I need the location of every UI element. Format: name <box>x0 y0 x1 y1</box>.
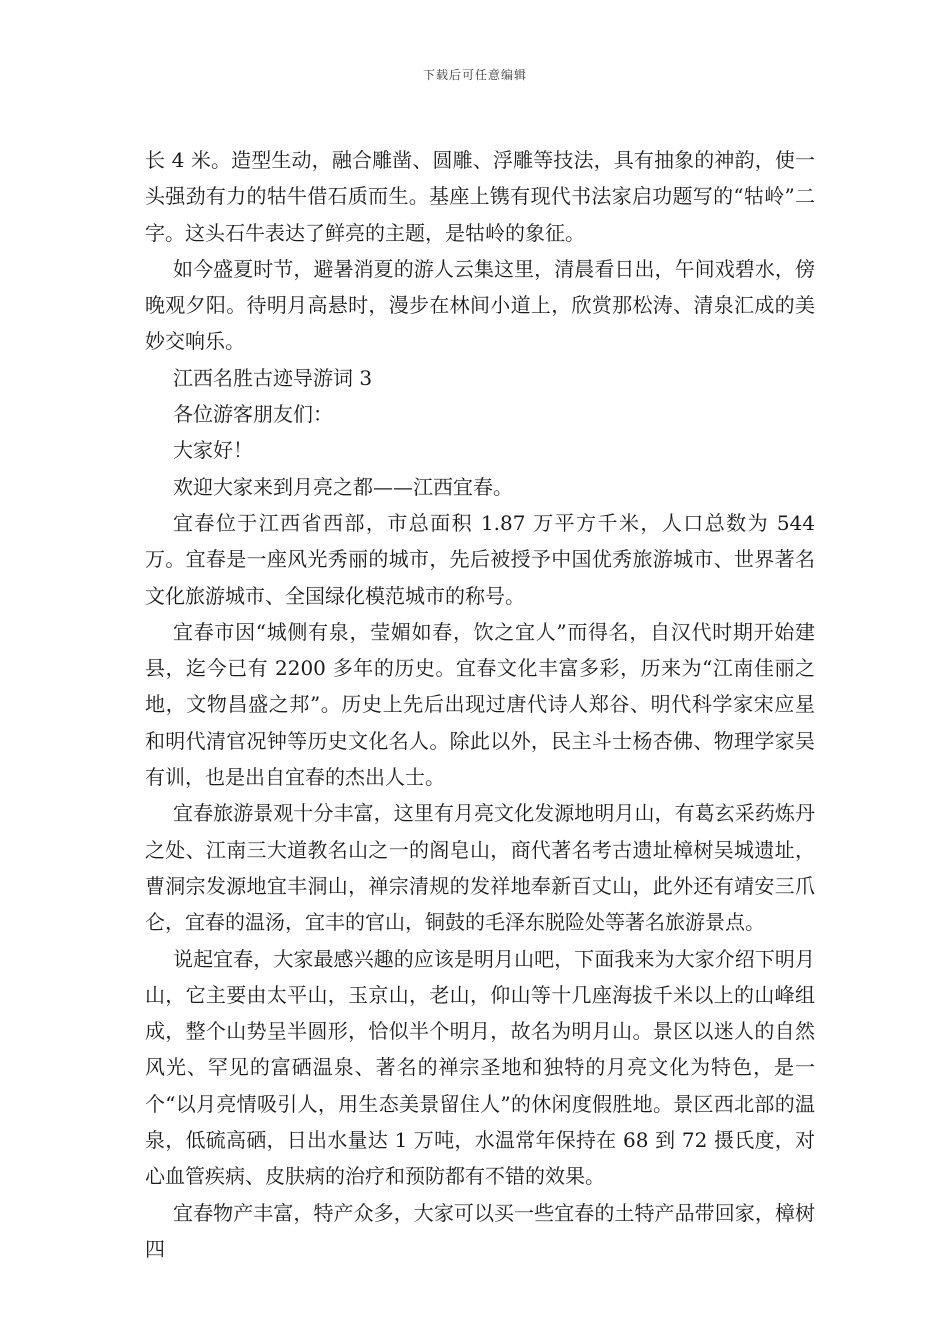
paragraph-intro: 宜春位于江西省西部，市总面积 1.87 万平方千米，人口总数为 544 万。宜春是一座风光秀丽的城市，先后被授予中国优秀旅游城市、世界著名文化旅游城市、全国绿化模范城市的称号。 <box>145 510 815 608</box>
paragraph-products: 宜春物产丰富，特产众多，大家可以买一些宜春的土特产品带回家，樟树四 <box>145 1200 815 1261</box>
paragraph-2: 如今盛夏时节，避暑消夏的游人云集这里，清晨看日出，午间戏碧水，傍晚观夕阳。待明月高悬时，漫步在林间小道上，欣赏那松涛、清泉汇成的美妙交响乐。 <box>145 256 815 354</box>
document-body <box>145 142 815 1267</box>
hello-line: 大家好！ <box>173 438 253 463</box>
welcome-line: 欢迎大家来到月亮之都——江西宜春。 <box>173 474 513 499</box>
paragraph-1: 长 4 米。造型生动，融合雕凿、圆雕、浮雕等技法，具有抽象的神韵，使一头强劲有力的牯牛借石质而生。基座上镌有现代书法家启功题写的“牯岭”二字。这头石牛表达了鲜亮的主题，是牯岭的象征。 <box>145 148 815 245</box>
page-header: 下载后可任意编辑 <box>422 68 527 82</box>
greeting-line: 各位游客朋友们： <box>173 402 333 427</box>
paragraph-mingyue-mountain: 说起宜春，大家最感兴趣的应该是明月山吧，下面我来为大家介绍下明月山，它主要由太平山，玉京山，老山，仰山等十几座海拔千米以上的山峰组成，整个山势呈半圆形，恰似半个明月，故名为明月山。景区以迷人的自然风光、罕见的富硒温泉、著名的禅宗圣地和独特的月亮文化为特色，是一个“以月亮情吸引人，用生态美景留住人”的休闲度假胜地。景区西北部的温泉，低硫高硒，日出水量达 1 万吨，水温常年保持在 68 到 72 摄氏度，对心血管疾病、皮肤病的治疗和预防都有不错的效果。 <box>145 946 815 1189</box>
paragraph-scenery: 宜春旅游景观十分丰富，这里有月亮文化发源地明月山，有葛玄采药炼丹之处、江南三大道教名山之一的阁皂山，商代著名考古遗址樟树吴城遗址，曹洞宗发源地宜丰洞山，禅宗清规的发祥地奉新百丈山，此外还有靖安三爪仑，宜春的温汤，宜丰的官山，铜鼓的毛泽东脱险处等著名旅游景点。 <box>145 801 815 935</box>
section-title: 江西名胜古迹导游词 3 <box>173 365 373 390</box>
paragraph-history: 宜春市因“城侧有泉，莹媚如春，饮之宜人”而得名，自汉代时期开始建县，迄今已有 2200 多年的历史。宜春文化丰富多彩，历来为“江南佳丽之地，文物昌盛之邦”。历史上先后出现过唐代诗人郑谷、明代科学家宋应星和明代清官况钟等历史文化名人。除此以外，民主斗士杨杏佛、物理学家吴有训，也是出自宜春的杰出人士。 <box>145 619 815 790</box>
